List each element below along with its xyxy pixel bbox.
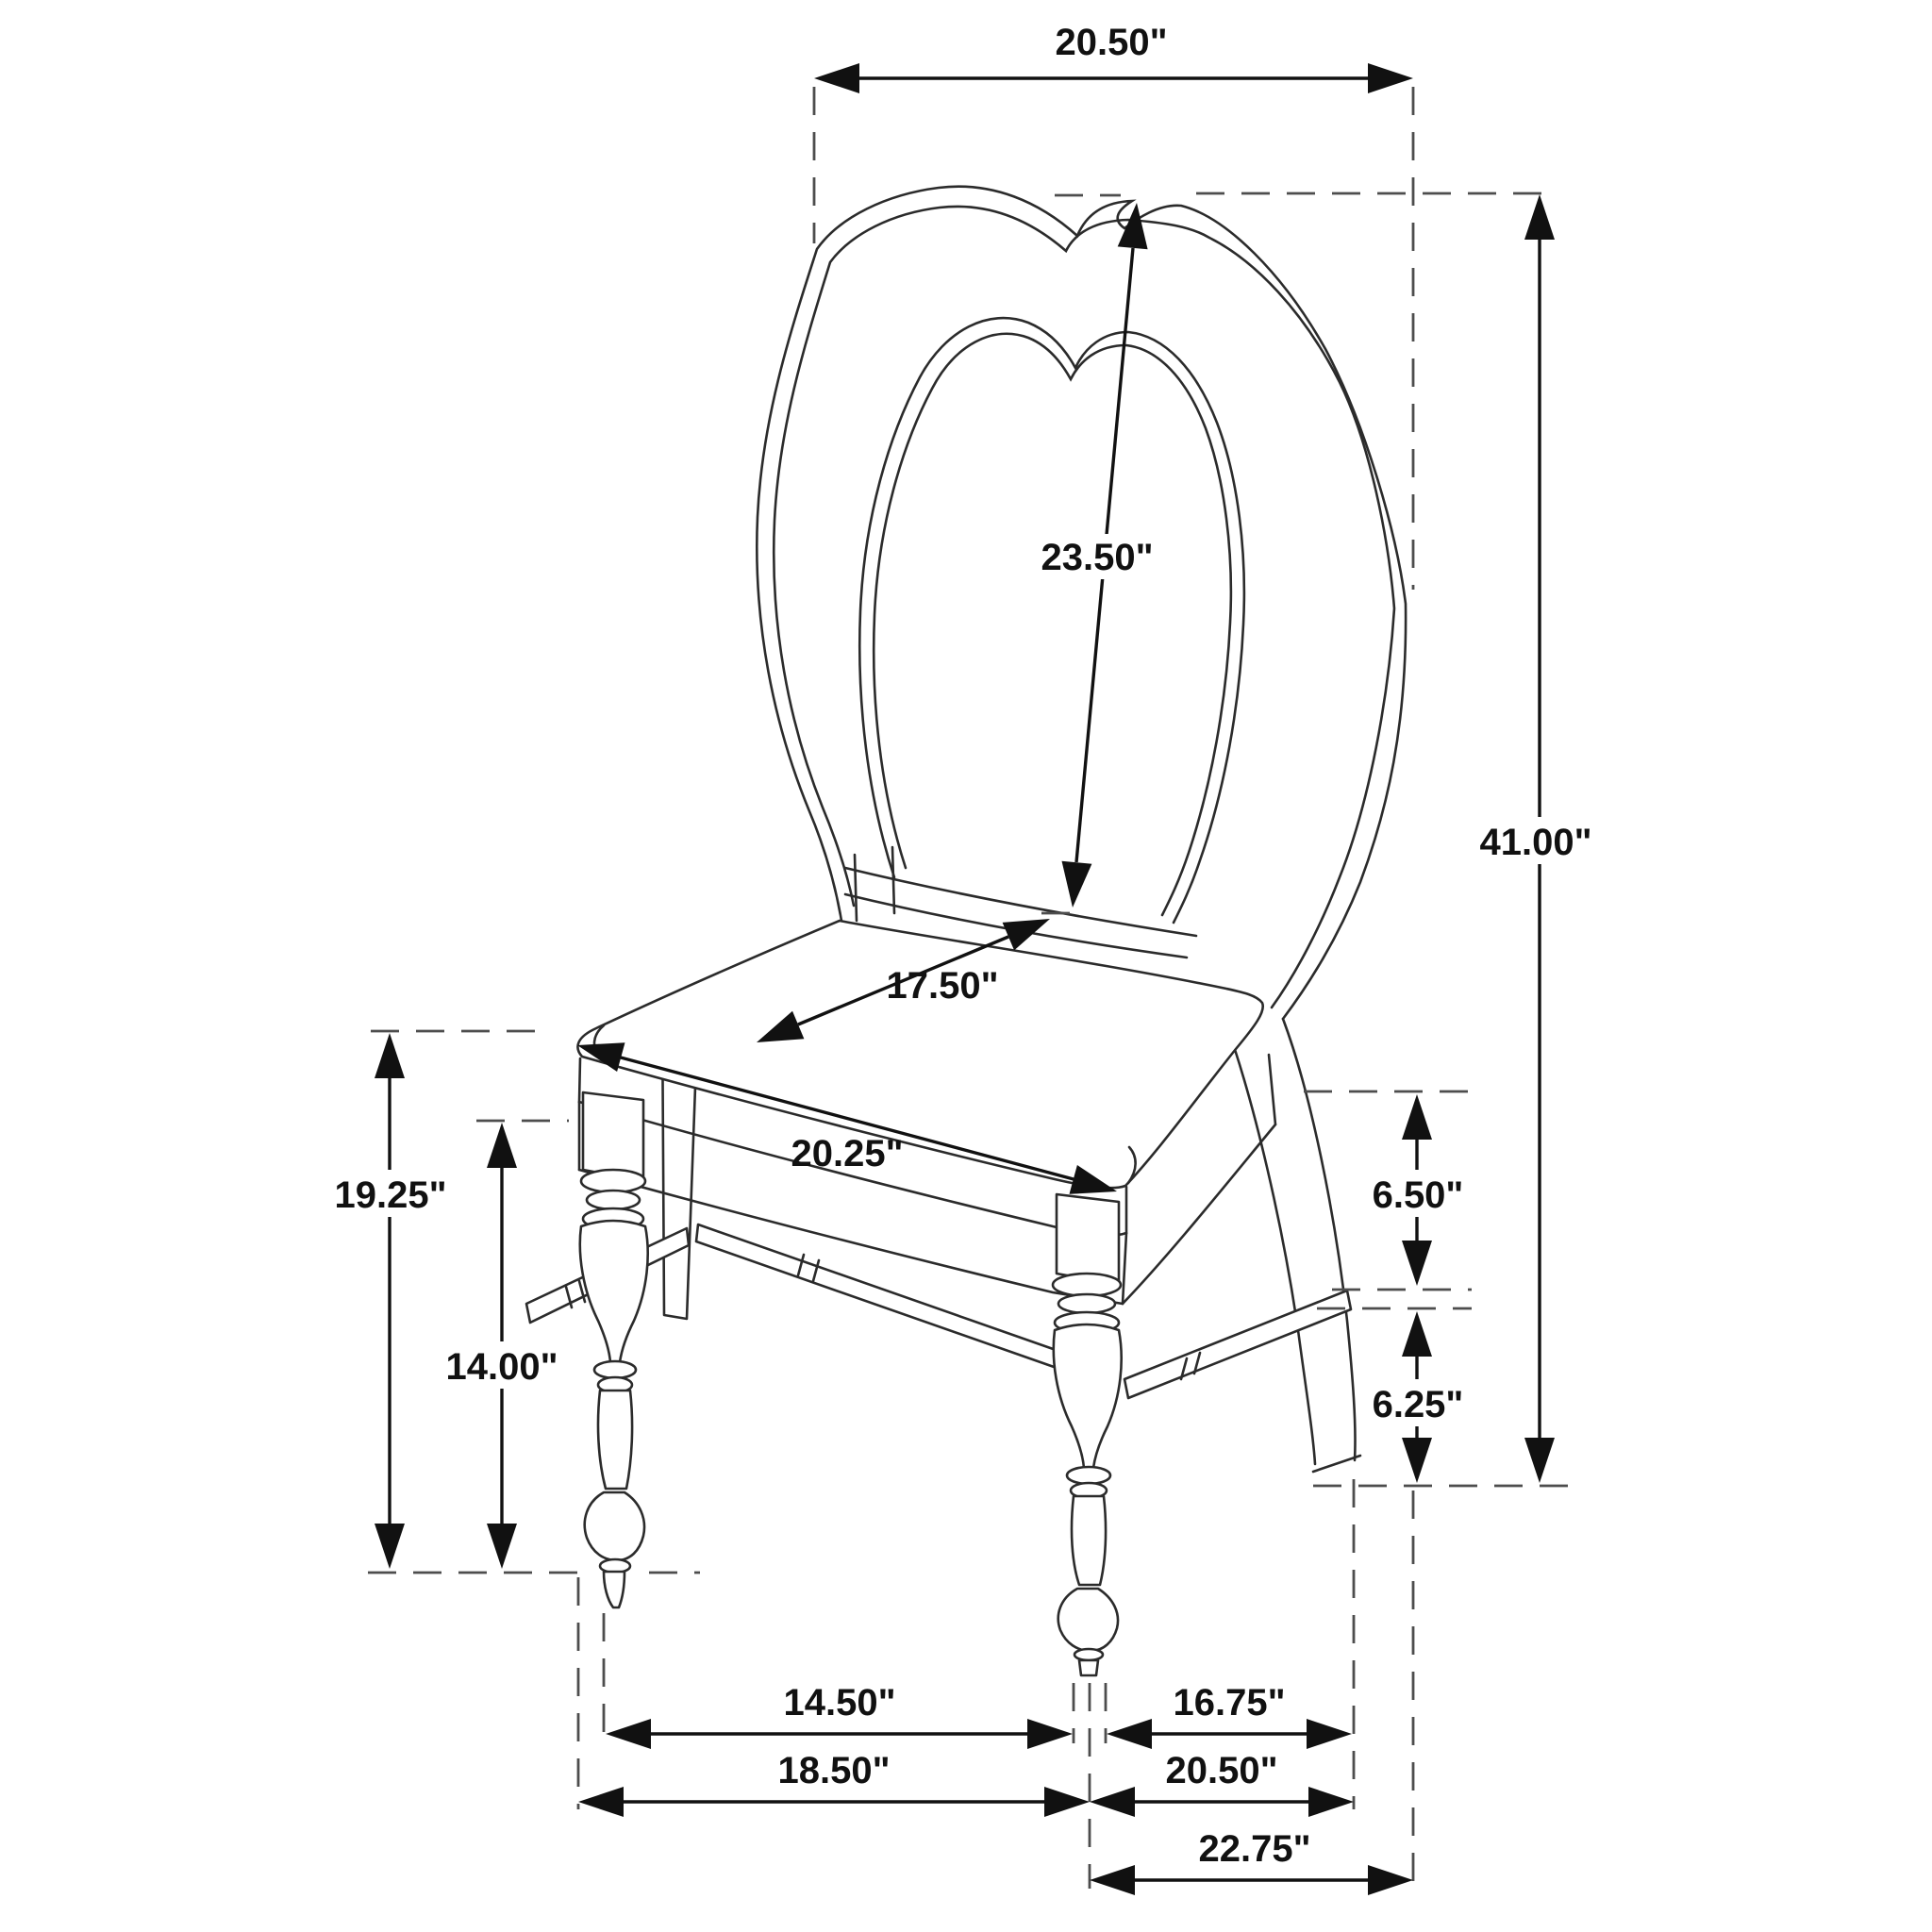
dimension-seat-to-stretcher [1362,1094,1474,1286]
dimension-back-height-label: 23.50" [1041,537,1154,578]
chair-back-panel-outer [859,318,1244,923]
chair-back-outer [757,187,1406,1019]
chair-back-post-tick-1 [855,855,857,921]
chair-right-stretcher [1124,1291,1351,1398]
chair-front-left-leg [580,1092,648,1607]
chair-drawing [526,187,1406,1675]
chair-rear-right-foot [1313,1456,1360,1472]
dimension-front-leg-spacing-label: 14.50" [783,1682,896,1724]
dimension-front-leg-spacing [606,1682,1073,1749]
dimension-seat-width-label: 20.25" [791,1133,904,1174]
dimension-front-leg-height [440,1123,564,1569]
chair-apron-right-end [1269,1055,1275,1124]
dimension-stretcher-to-floor-label: 6.25" [1372,1384,1464,1425]
dimension-front-overall-width [578,1750,1090,1817]
dimension-seat-height [328,1033,453,1569]
dimension-side-overall-depth [1090,1750,1354,1817]
chair-cross-stretcher [696,1224,1058,1368]
dimension-overall-height [1474,194,1600,1483]
dimension-seat-to-stretcher-label: 6.50" [1372,1174,1464,1216]
dimension-seat-height-label: 19.25" [334,1174,447,1216]
dimension-back-width [814,22,1413,93]
dimension-stretcher-to-floor [1362,1311,1474,1483]
chair-rear-right-leg-inner [1226,1024,1315,1464]
chair-back-inner-edge [774,207,1394,1008]
dimension-front-to-rear-leg-spacing [1107,1682,1352,1749]
dimension-back-height [1038,203,1158,908]
chair-apron-right-side [1123,1233,1126,1304]
dimension-overall-depth-label: 22.75" [1198,1828,1311,1870]
dimension-overall-height-label: 41.00" [1479,822,1592,863]
chair-back-post-tick-2 [892,847,894,913]
chair-rear-right-leg-outer [1283,1019,1356,1460]
dimension-side-overall-depth-label: 20.50" [1165,1750,1278,1791]
dimension-overall-depth [1090,1828,1413,1895]
chair-back-panel-inner [874,334,1231,915]
chair-front-right-leg [1053,1194,1122,1675]
dimension-front-overall-width-label: 18.50" [777,1750,891,1791]
dimension-seat-depth-label: 17.50" [886,965,999,1007]
dimension-front-to-rear-leg-spacing-label: 16.75" [1173,1682,1286,1724]
dimension-back-width-label: 20.50" [1055,22,1168,63]
dimension-front-leg-height-label: 14.00" [445,1346,558,1388]
